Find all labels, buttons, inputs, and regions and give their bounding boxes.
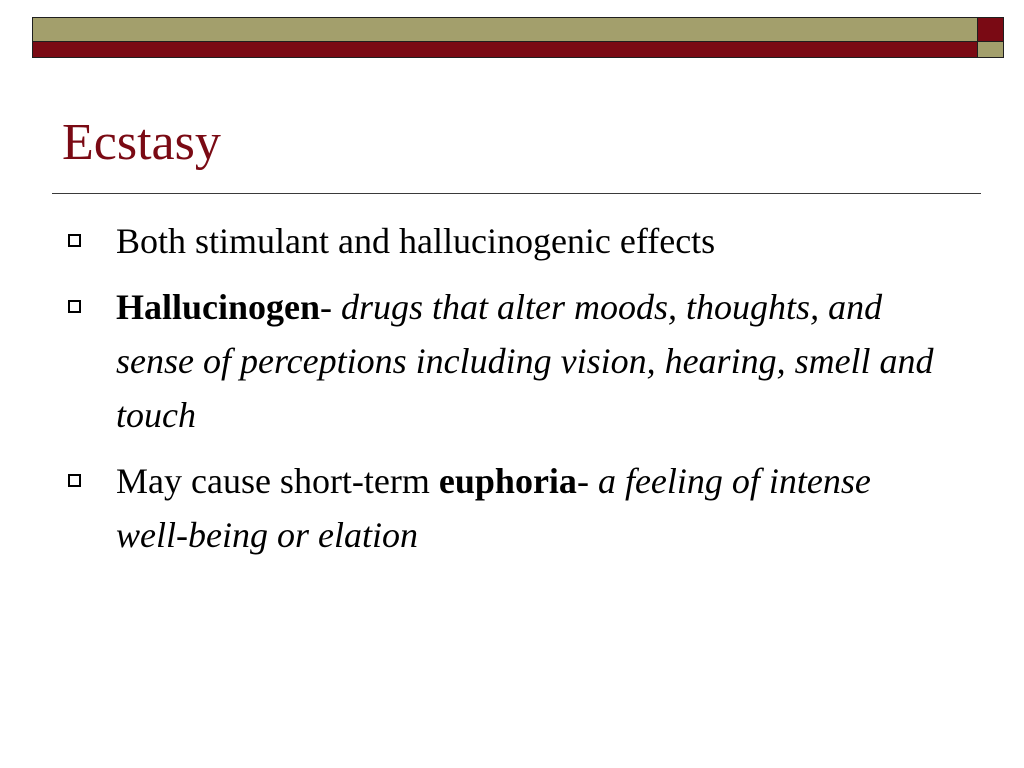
bullet-item xyxy=(0,214,1024,268)
header-corner-square-maroon xyxy=(978,17,1004,41)
bullet-lead: May cause short-term xyxy=(116,461,439,501)
title-divider xyxy=(52,193,981,194)
bullet-list xyxy=(0,214,1024,574)
bullet-definition: a feeling of intense well-being or elation xyxy=(116,461,871,555)
bullet-item xyxy=(0,280,1024,442)
bullet-term: Hallucinogen xyxy=(116,287,321,327)
hollow-square-icon xyxy=(68,474,81,487)
bullet-term: euphoria xyxy=(438,461,577,501)
header-corner-square-olive xyxy=(978,41,1004,58)
hollow-square-icon xyxy=(68,234,81,247)
hollow-square-icon xyxy=(68,300,81,313)
bullet-text: Both stimulant and hallucinogenic effects xyxy=(116,221,716,261)
bullet-separator: - xyxy=(320,287,342,327)
header-bar-maroon xyxy=(32,41,978,58)
header-bar-olive xyxy=(32,17,978,41)
bullet-definition: drugs that alter moods, thoughts, and sense of perceptions including vision, hearing, smell and touch xyxy=(116,287,934,435)
bullet-separator: - xyxy=(576,461,598,501)
slide-title: Ecstasy xyxy=(62,114,221,171)
bullet-item xyxy=(0,454,1024,562)
